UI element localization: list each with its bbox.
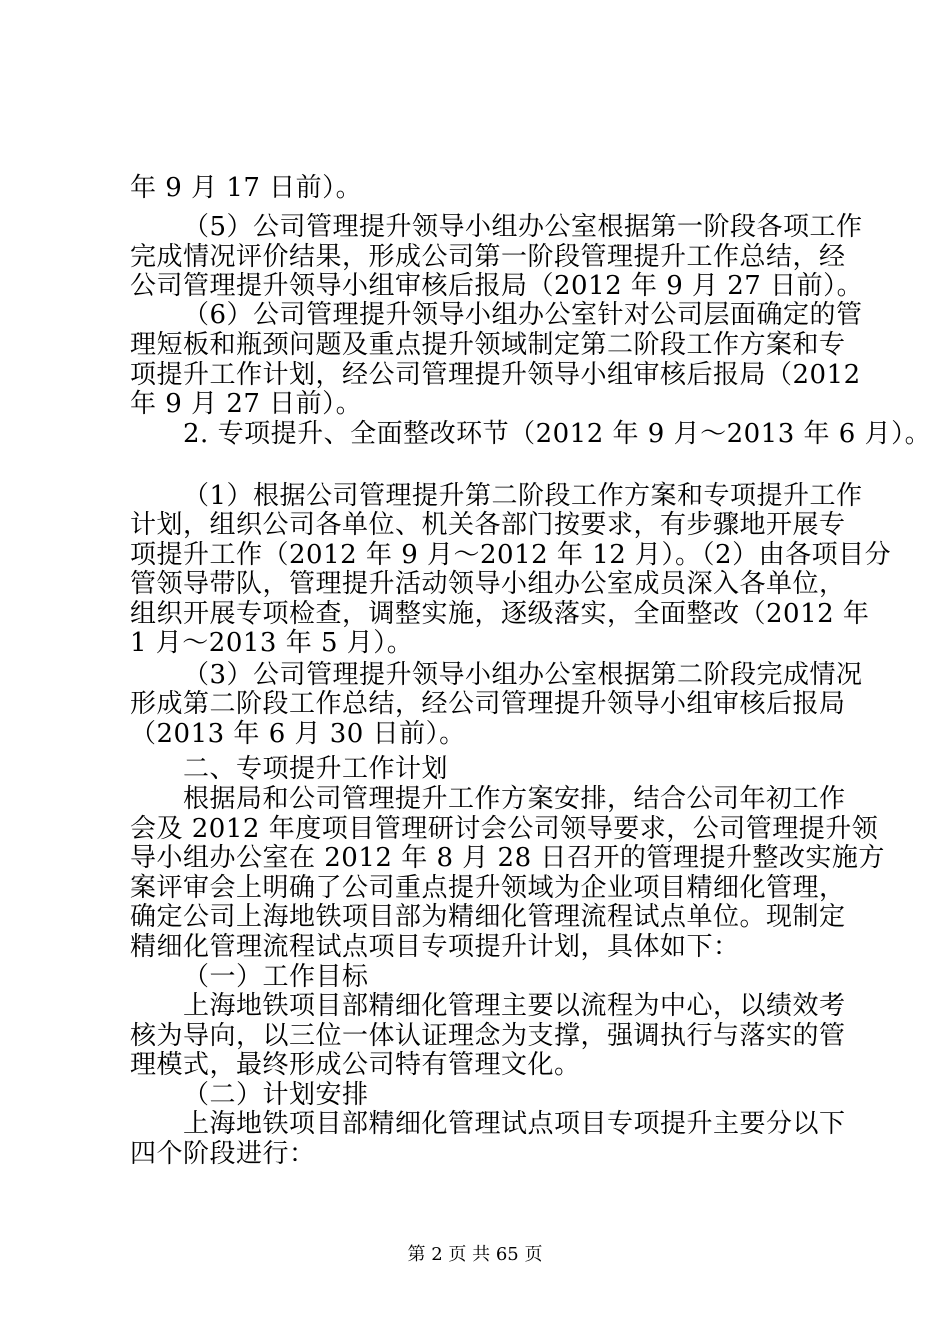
text-line: 核为导向，以三位一体认证理念为支撑，强调执行与落实的管 [130,1021,846,1051]
subsection-heading: （一）工作目标 [183,962,369,992]
text-line: 年 9 月 27 日前）。 [130,389,363,419]
text-line: （5）公司管理提升领导小组办公室根据第一阶段各项工作 [183,212,863,242]
section-heading: 二、专项提升工作计划 [183,754,449,784]
text-line: （3）公司管理提升领导小组办公室根据第二阶段完成情况 [183,660,863,690]
text-line: 项提升工作（2012 年 9 月～2012 年 12 月）。（2）由各项目分 [130,540,892,570]
text-line: 项提升工作计划，经公司管理提升领导小组审核后报局（2012 [130,360,861,390]
text-line: （2013 年 6 月 30 日前）。 [130,719,466,749]
text-line: 案评审会上明确了公司重点提升领域为企业项目精细化管理， [130,873,846,903]
text-line: 根据局和公司管理提升工作方案安排，结合公司年初工作 [183,784,846,814]
text-line: 确定公司上海地铁项目部为精细化管理流程试点单位。现制定 [130,902,846,932]
text-line: 导小组办公室在 2012 年 8 月 28 日召开的管理提升整改实施方 [130,843,885,873]
text-line: 上海地铁项目部精细化管理主要以流程为中心，以绩效考 [183,991,846,1021]
text-line: 1 月～2013 年 5 月）。 [130,628,414,658]
text-line: 上海地铁项目部精细化管理试点项目专项提升主要分以下 [183,1109,846,1139]
text-line: （6）公司管理提升领导小组办公室针对公司层面确定的管 [183,300,863,330]
subsection-heading: （二）计划安排 [183,1080,369,1110]
text-line: 组织开展专项检查，调整实施，逐级落实，全面整改（2012 年 [130,599,870,629]
text-line: 完成情况评价结果，形成公司第一阶段管理提升工作总结，经 [130,242,846,272]
text-line: 2. 专项提升、全面整改环节（2012 年 9 月～2013 年 6 月）。 [183,419,932,449]
text-line: 计划，组织公司各单位、机关各部门按要求，有步骤地开展专 [130,510,846,540]
text-line: 会及 2012 年度项目管理研讨会公司领导要求，公司管理提升领 [130,814,879,844]
text-line: 年 9 月 17 日前）。 [130,173,363,203]
text-line: 管领导带队，管理提升活动领导小组办公室成员深入各单位， [130,569,846,599]
text-line: 形成第二阶段工作总结，经公司管理提升领导小组审核后报局 [130,689,846,719]
text-line: 公司管理提升领导小组审核后报局（2012 年 9 月 27 日前）。 [130,271,864,301]
text-line: 理模式，最终形成公司特有管理文化。 [130,1050,581,1080]
text-line: 精细化管理流程试点项目专项提升计划，具体如下： [130,932,740,962]
text-line: 四个阶段进行： [130,1139,316,1169]
text-line: （1）根据公司管理提升第二阶段工作方案和专项提升工作 [183,481,863,511]
text-line: 理短板和瓶颈问题及重点提升领域制定第二阶段工作方案和专 [130,330,846,360]
page-number-footer: 第 2 页 共 65 页 [407,1244,543,1265]
